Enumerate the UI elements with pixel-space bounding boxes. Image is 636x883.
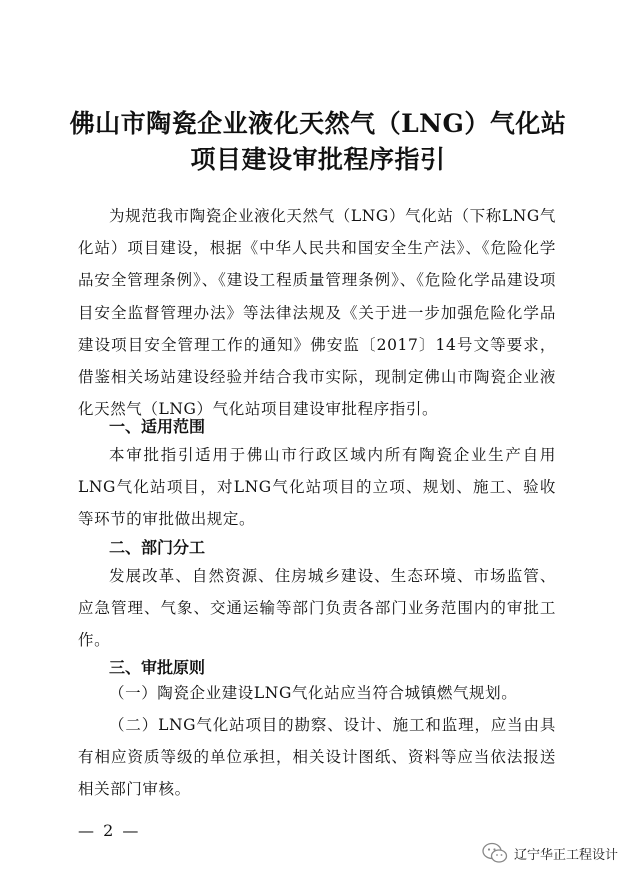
section-heading-principles: 三、审批原则 — [109, 658, 206, 677]
watermark — [482, 842, 618, 864]
section-text-division: 发展改革、自然资源、住房城乡建设、生态环境、市场监管、应急管理、气象、交通运输等部门负责各部门业务范围内的审批工作。 — [78, 567, 556, 650]
principle-item-1: （一）陶瓷企业建设LNG气化站应当符合城镇燃气规划。 — [109, 684, 518, 702]
page-number: — 2 — — [78, 821, 141, 840]
section-heading-scope: 一、适用范围 — [109, 417, 206, 436]
section-heading-division: 二、部门分工 — [109, 538, 206, 557]
section-text-scope: 本审批指引适用于佛山市行政区域内所有陶瓷企业生产自用LNG气化站项目，对LNG气化站项目的立项、规划、施工、验收等环节的审批做出规定。 — [78, 446, 556, 529]
wechat-icon — [482, 842, 508, 864]
document-title-line-2: 项目建设审批程序指引 — [190, 145, 446, 174]
document-title-line-1: 佛山市陶瓷企业液化天然气（LNG）气化站 — [69, 109, 567, 138]
watermark-text: 辽宁华正工程设计 — [513, 847, 618, 863]
intro-paragraph: 为规范我市陶瓷企业液化天然气（LNG）气化站（下称LNG气化站）项目建设，根据《中华人民共和国安全生产法》、《危险化学品安全管理条例》、《建设工程质量管理条例》、《危险化学品建设项目安全监督管理办法》等法律法规及《关于进一步加强危险化学品建设项目安全管理工作的通知》佛安监〔2017〕14号文等要求，借鉴相关场站建设经验并结合我市实际，现制定佛山市陶瓷企业液化天然气（LNG）气化站项目建设审批程序指引。 — [78, 207, 556, 419]
principle-item-2: （二）LNG气化站项目的勘察、设计、施工和监理，应当由具有相应资质等级的单位承担，相关设计图纸、资料等应当依法报送相关部门审核。 — [78, 716, 556, 799]
